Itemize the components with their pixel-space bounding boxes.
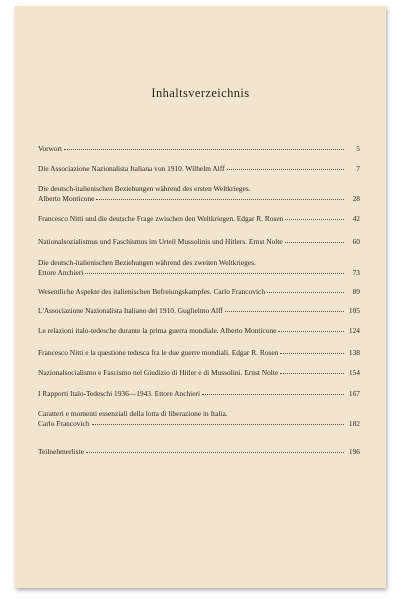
dot-leader — [280, 353, 344, 354]
dot-leader — [64, 149, 344, 150]
toc-entry — [38, 409, 360, 429]
toc-entry-page: 182 — [348, 419, 360, 428]
dot-leader — [202, 394, 344, 395]
toc-entry-title: Teilnehmerliste — [38, 447, 84, 456]
toc-entry-title: Wesentliche Aspekte des italienischen Befreiungskampfes. Carlo Francovich — [38, 287, 266, 296]
toc-entry — [38, 368, 360, 378]
dot-leader — [86, 452, 344, 453]
toc-entry-page: 167 — [348, 389, 360, 398]
toc-entry-title: I Rapporti Italo-Tedeschi 1936—1943. Ettore Anchieri — [38, 389, 201, 398]
toc-entry — [38, 144, 360, 154]
dot-leader — [285, 242, 344, 243]
toc-entry-page: 42 — [352, 214, 360, 223]
toc-entry-page: 28 — [352, 194, 360, 203]
toc-entry — [38, 258, 360, 278]
document-page — [15, 6, 386, 588]
toc-entry-author: Ettore Anchieri — [38, 268, 84, 277]
toc-entry — [38, 237, 360, 247]
toc-entry — [38, 214, 360, 224]
toc-entry-title: Die deutsch-italienischen Beziehungen während des ersten Weltkrieges. — [38, 184, 251, 193]
toc-entry — [38, 164, 360, 174]
toc-entry-author: Carlo Francovich — [38, 419, 90, 428]
dot-leader — [280, 373, 344, 374]
dot-leader — [96, 199, 344, 200]
toc-entry-title: Die deutsch-italienischen Beziehungen während des zweiten Weltkrieges. — [38, 258, 256, 267]
toc-entry — [38, 447, 360, 457]
dot-leader — [92, 424, 344, 425]
toc-entry-page: 89 — [352, 287, 360, 296]
toc-entry-author: Alberto Monticone — [38, 194, 95, 203]
toc-entry — [38, 389, 360, 399]
toc-entry — [38, 348, 360, 358]
toc-entry-page: 105 — [348, 306, 360, 315]
dot-leader — [285, 219, 344, 220]
dot-leader — [278, 331, 344, 332]
toc-entry — [38, 287, 360, 297]
dot-leader — [227, 169, 344, 170]
toc-entry-page: 7 — [356, 164, 360, 173]
toc-entry — [38, 184, 360, 204]
toc-entry-title: Caratteri e momenti essenziali della lotta di liberazione in Italia. — [38, 409, 228, 418]
toc-entry-page: 154 — [348, 368, 360, 377]
toc-entry-title: Nationalsozialismus und Faschismus im Urteil Mussolinis und Hitlers. Ernst Nolte — [38, 237, 283, 246]
toc-entry — [38, 326, 360, 336]
dot-leader — [225, 311, 344, 312]
toc-entry — [38, 306, 360, 316]
toc-entry-title: Vorwort — [38, 144, 63, 153]
toc-entry-page: 73 — [352, 268, 360, 277]
toc-entry-title: Le relazioni italo-tedesche durante la prima guerra mondiale. Alberto Monticone — [38, 326, 277, 335]
toc-entry-page: 196 — [348, 447, 360, 456]
toc-entry-page: 138 — [348, 348, 360, 357]
toc-entry-page: 5 — [356, 144, 360, 153]
toc-entry-title: Die Associazione Nazionalista Italiana von 1910. Wilhelm Alff — [38, 164, 225, 173]
toc-entry-page: 60 — [352, 237, 360, 246]
toc-entry-title: Francesco Nitti e la questione tedesca fra le due guerre mondiali. Edgar R. Rosen — [38, 348, 279, 357]
dot-leader — [267, 292, 344, 293]
toc-entry-page: 124 — [348, 326, 360, 335]
page-title: Inhaltsverzeichnis — [151, 86, 250, 100]
toc-entry-title: L'Associazione Nazionalista Italiano del 1910. Guglielmo Alff — [38, 306, 223, 315]
toc-entry-title: Nazionalsocialismo e Fascismo nel Giudizio di Hitler e di Mussolini. Ernst Nolte — [38, 368, 279, 377]
toc-entry-title: Francesco Nitti und die deutsche Frage zwischen den Weltkriegen. Edgar R. Rosen — [38, 214, 284, 223]
dot-leader — [85, 273, 344, 274]
